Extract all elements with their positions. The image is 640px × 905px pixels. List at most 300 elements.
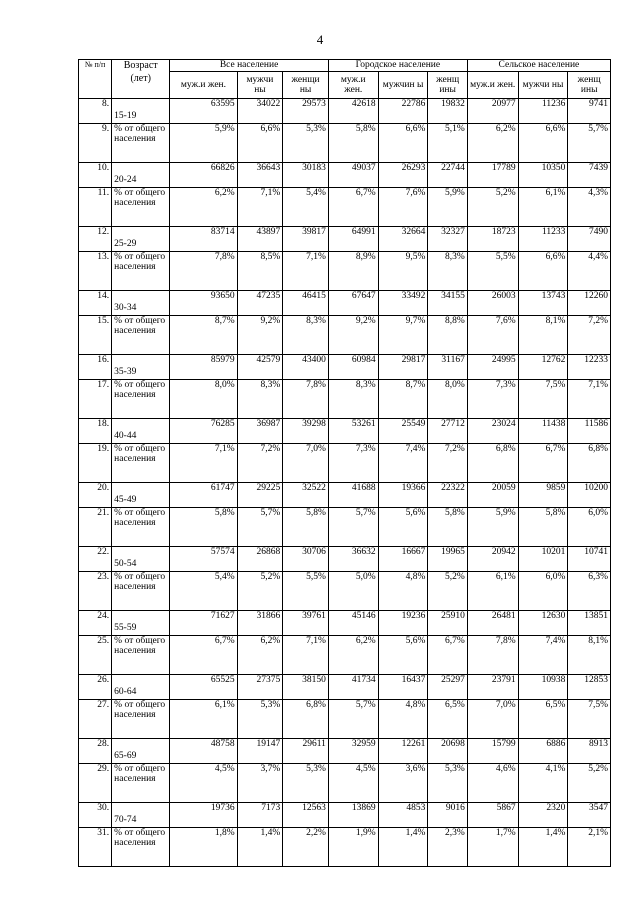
cell-value: 8,7%	[170, 316, 237, 355]
cell-value: 29573	[283, 99, 329, 124]
cell-value: 6,8%	[568, 444, 611, 483]
cell-value: 25549	[378, 419, 428, 444]
cell-value: 49037	[328, 163, 378, 188]
header-all-men: мужчи ны	[237, 72, 283, 99]
cell-value: 26481	[467, 611, 518, 636]
cell-value: 30706	[283, 547, 329, 572]
table-row-percent	[79, 380, 611, 419]
cell-value: 7,8%	[283, 380, 329, 419]
cell-value: 39817	[283, 227, 329, 252]
cell-value: 43897	[237, 227, 283, 252]
table-row-age	[79, 675, 611, 700]
cell-value: 12563	[283, 803, 329, 828]
cell-value: 6,0%	[568, 508, 611, 547]
cell-value: 6,2%	[328, 636, 378, 675]
cell-value: 4,8%	[378, 700, 428, 739]
cell-value: 5,7%	[237, 508, 283, 547]
cell-value: 11438	[518, 419, 568, 444]
cell-value: 7,0%	[283, 444, 329, 483]
cell-value: 5,8%	[518, 508, 568, 547]
cell-value: 11233	[518, 227, 568, 252]
cell-value: 13869	[328, 803, 378, 828]
cell-value: 8,3%	[283, 316, 329, 355]
table-row-age	[79, 739, 611, 764]
age-group-label: 15-19	[112, 99, 170, 124]
row-number: 16.	[79, 355, 112, 380]
cell-value: 93650	[170, 291, 237, 316]
cell-value: 6,7%	[328, 188, 378, 227]
cell-value: 11586	[568, 419, 611, 444]
cell-value: 8,3%	[237, 380, 283, 419]
row-number: 30.	[79, 803, 112, 828]
cell-value: 26003	[467, 291, 518, 316]
cell-value: 6,6%	[237, 124, 283, 163]
row-number: 24.	[79, 611, 112, 636]
cell-value: 7,0%	[467, 700, 518, 739]
cell-value: 6,5%	[428, 700, 467, 739]
cell-value: 25297	[428, 675, 467, 700]
cell-value: 22744	[428, 163, 467, 188]
cell-value: 57574	[170, 547, 237, 572]
cell-value: 41734	[328, 675, 378, 700]
cell-value: 29225	[237, 483, 283, 508]
cell-value: 8,9%	[328, 252, 378, 291]
row-number: 25.	[79, 636, 112, 675]
cell-value: 36632	[328, 547, 378, 572]
table-row-percent	[79, 508, 611, 547]
row-number: 27.	[79, 700, 112, 739]
cell-value: 5,8%	[283, 508, 329, 547]
cell-value: 42618	[328, 99, 378, 124]
cell-value: 8,0%	[428, 380, 467, 419]
cell-value: 8,7%	[378, 380, 428, 419]
cell-value: 66826	[170, 163, 237, 188]
cell-value: 2,1%	[568, 828, 611, 867]
header-group-rural: Сельское население	[467, 60, 610, 72]
table-body	[79, 99, 611, 867]
population-table	[78, 59, 611, 867]
cell-value: 7,1%	[568, 380, 611, 419]
row-number: 10.	[79, 163, 112, 188]
cell-value: 2,2%	[283, 828, 329, 867]
cell-value: 5,7%	[328, 508, 378, 547]
cell-value: 64991	[328, 227, 378, 252]
cell-value: 34155	[428, 291, 467, 316]
cell-value: 3,7%	[237, 764, 283, 803]
cell-value: 16667	[378, 547, 428, 572]
cell-value: 32327	[428, 227, 467, 252]
cell-value: 5,2%	[237, 572, 283, 611]
percent-label: % от общего населения	[112, 828, 170, 867]
header-urban-women: женщ ины	[428, 72, 467, 99]
row-number: 9.	[79, 124, 112, 163]
cell-value: 13743	[518, 291, 568, 316]
cell-value: 19965	[428, 547, 467, 572]
cell-value: 4,6%	[467, 764, 518, 803]
cell-value: 5,5%	[283, 572, 329, 611]
cell-value: 6,6%	[378, 124, 428, 163]
cell-value: 5,5%	[467, 252, 518, 291]
table-row-percent	[79, 252, 611, 291]
cell-value: 45146	[328, 611, 378, 636]
cell-value: 6,6%	[518, 124, 568, 163]
cell-value: 6,2%	[170, 188, 237, 227]
header-urban-men: мужчин ы	[378, 72, 428, 99]
cell-value: 7173	[237, 803, 283, 828]
page-number: 4	[316, 32, 324, 47]
cell-value: 19366	[378, 483, 428, 508]
cell-value: 6,5%	[518, 700, 568, 739]
cell-value: 12233	[568, 355, 611, 380]
cell-value: 16437	[378, 675, 428, 700]
cell-value: 8,8%	[428, 316, 467, 355]
cell-value: 42579	[237, 355, 283, 380]
cell-value: 1,4%	[237, 828, 283, 867]
cell-value: 36987	[237, 419, 283, 444]
cell-value: 7,6%	[378, 188, 428, 227]
cell-value: 13851	[568, 611, 611, 636]
cell-value: 22786	[378, 99, 428, 124]
cell-value: 3547	[568, 803, 611, 828]
percent-label: % от общего населения	[112, 124, 170, 163]
cell-value: 7,2%	[568, 316, 611, 355]
cell-value: 18723	[467, 227, 518, 252]
cell-value: 5867	[467, 803, 518, 828]
cell-value: 8,5%	[237, 252, 283, 291]
cell-value: 10200	[568, 483, 611, 508]
row-number: 29.	[79, 764, 112, 803]
row-number: 8.	[79, 99, 112, 124]
cell-value: 5,7%	[568, 124, 611, 163]
cell-value: 12853	[568, 675, 611, 700]
table-row-percent	[79, 444, 611, 483]
header-group-urban: Городское население	[328, 60, 467, 72]
cell-value: 10201	[518, 547, 568, 572]
cell-value: 22322	[428, 483, 467, 508]
cell-value: 5,2%	[467, 188, 518, 227]
percent-label: % от общего населения	[112, 252, 170, 291]
cell-value: 5,3%	[237, 700, 283, 739]
table-row-percent	[79, 124, 611, 163]
cell-value: 20698	[428, 739, 467, 764]
cell-value: 23791	[467, 675, 518, 700]
row-number: 21.	[79, 508, 112, 547]
percent-label: % от общего населения	[112, 380, 170, 419]
cell-value: 6886	[518, 739, 568, 764]
cell-value: 5,8%	[170, 508, 237, 547]
cell-value: 39298	[283, 419, 329, 444]
cell-value: 12762	[518, 355, 568, 380]
row-number: 18.	[79, 419, 112, 444]
cell-value: 6,0%	[518, 572, 568, 611]
cell-value: 7,1%	[237, 188, 283, 227]
cell-value: 9859	[518, 483, 568, 508]
cell-value: 7,1%	[283, 636, 329, 675]
table-row-age	[79, 483, 611, 508]
cell-value: 33492	[378, 291, 428, 316]
cell-value: 5,6%	[378, 636, 428, 675]
cell-value: 6,1%	[467, 572, 518, 611]
cell-value: 7,5%	[568, 700, 611, 739]
cell-value: 29611	[283, 739, 329, 764]
cell-value: 4,4%	[568, 252, 611, 291]
cell-value: 20977	[467, 99, 518, 124]
age-group-label: 40-44	[112, 419, 170, 444]
header-number: № п/п	[79, 60, 112, 99]
cell-value: 1,8%	[170, 828, 237, 867]
cell-value: 60984	[328, 355, 378, 380]
cell-value: 4,5%	[170, 764, 237, 803]
cell-value: 65525	[170, 675, 237, 700]
cell-value: 12261	[378, 739, 428, 764]
cell-value: 11236	[518, 99, 568, 124]
cell-value: 25910	[428, 611, 467, 636]
cell-value: 5,0%	[328, 572, 378, 611]
cell-value: 1,9%	[328, 828, 378, 867]
cell-value: 19832	[428, 99, 467, 124]
cell-value: 5,3%	[283, 124, 329, 163]
cell-value: 32664	[378, 227, 428, 252]
cell-value: 27712	[428, 419, 467, 444]
cell-value: 76285	[170, 419, 237, 444]
cell-value: 7,5%	[518, 380, 568, 419]
cell-value: 5,9%	[467, 508, 518, 547]
cell-value: 5,9%	[428, 188, 467, 227]
table-row-percent	[79, 636, 611, 675]
cell-value: 32959	[328, 739, 378, 764]
table-row-age	[79, 291, 611, 316]
cell-value: 10741	[568, 547, 611, 572]
table-row-percent	[79, 828, 611, 867]
percent-label: % от общего населения	[112, 188, 170, 227]
row-number: 15.	[79, 316, 112, 355]
cell-value: 6,8%	[283, 700, 329, 739]
cell-value: 6,3%	[568, 572, 611, 611]
percent-label: % от общего населения	[112, 316, 170, 355]
cell-value: 7,1%	[170, 444, 237, 483]
cell-value: 26868	[237, 547, 283, 572]
cell-value: 36643	[237, 163, 283, 188]
cell-value: 4,5%	[328, 764, 378, 803]
cell-value: 24995	[467, 355, 518, 380]
cell-value: 7,2%	[237, 444, 283, 483]
cell-value: 53261	[328, 419, 378, 444]
cell-value: 71627	[170, 611, 237, 636]
header-rural-men: мужчи ны	[518, 72, 568, 99]
row-number: 23.	[79, 572, 112, 611]
cell-value: 7,8%	[170, 252, 237, 291]
cell-value: 7,2%	[428, 444, 467, 483]
cell-value: 7,3%	[328, 444, 378, 483]
cell-value: 23024	[467, 419, 518, 444]
header-urban-both: муж.и жен.	[328, 72, 378, 99]
cell-value: 6,7%	[428, 636, 467, 675]
age-group-label: 35-39	[112, 355, 170, 380]
cell-value: 7439	[568, 163, 611, 188]
header-age: Возраст (лет)	[112, 60, 170, 99]
cell-value: 63595	[170, 99, 237, 124]
cell-value: 1,4%	[378, 828, 428, 867]
cell-value: 7,6%	[467, 316, 518, 355]
row-number: 14.	[79, 291, 112, 316]
cell-value: 8,0%	[170, 380, 237, 419]
cell-value: 9,7%	[378, 316, 428, 355]
cell-value: 34022	[237, 99, 283, 124]
cell-value: 5,4%	[283, 188, 329, 227]
row-number: 20.	[79, 483, 112, 508]
cell-value: 5,9%	[170, 124, 237, 163]
row-number: 26.	[79, 675, 112, 700]
cell-value: 15799	[467, 739, 518, 764]
row-number: 17.	[79, 380, 112, 419]
cell-value: 17789	[467, 163, 518, 188]
cell-value: 5,1%	[428, 124, 467, 163]
cell-value: 20942	[467, 547, 518, 572]
cell-value: 10938	[518, 675, 568, 700]
cell-value: 9,2%	[237, 316, 283, 355]
cell-value: 9016	[428, 803, 467, 828]
age-group-label: 70-74	[112, 803, 170, 828]
table-row-percent	[79, 572, 611, 611]
age-group-label: 45-49	[112, 483, 170, 508]
table-row-age	[79, 611, 611, 636]
age-group-label: 55-59	[112, 611, 170, 636]
percent-label: % от общего населения	[112, 508, 170, 547]
cell-value: 5,3%	[283, 764, 329, 803]
age-group-label: 20-24	[112, 163, 170, 188]
cell-value: 5,2%	[428, 572, 467, 611]
cell-value: 8,1%	[518, 316, 568, 355]
cell-value: 5,8%	[428, 508, 467, 547]
table-row-age	[79, 803, 611, 828]
cell-value: 19147	[237, 739, 283, 764]
cell-value: 6,6%	[518, 252, 568, 291]
cell-value: 7490	[568, 227, 611, 252]
cell-value: 4,8%	[378, 572, 428, 611]
cell-value: 61747	[170, 483, 237, 508]
row-number: 13.	[79, 252, 112, 291]
cell-value: 38150	[283, 675, 329, 700]
cell-value: 5,8%	[328, 124, 378, 163]
cell-value: 9,2%	[328, 316, 378, 355]
header-rural-women: женщ ины	[568, 72, 611, 99]
cell-value: 12260	[568, 291, 611, 316]
age-group-label: 30-34	[112, 291, 170, 316]
cell-value: 7,4%	[518, 636, 568, 675]
cell-value: 7,1%	[283, 252, 329, 291]
cell-value: 6,2%	[237, 636, 283, 675]
percent-label: % от общего населения	[112, 700, 170, 739]
percent-label: % от общего населения	[112, 444, 170, 483]
cell-value: 85979	[170, 355, 237, 380]
cell-value: 19736	[170, 803, 237, 828]
cell-value: 9,5%	[378, 252, 428, 291]
row-number: 28.	[79, 739, 112, 764]
percent-label: % от общего населения	[112, 572, 170, 611]
table-row-age	[79, 163, 611, 188]
row-number: 31.	[79, 828, 112, 867]
cell-value: 39761	[283, 611, 329, 636]
cell-value: 2320	[518, 803, 568, 828]
cell-value: 6,7%	[170, 636, 237, 675]
table-row-age	[79, 547, 611, 572]
row-number: 12.	[79, 227, 112, 252]
age-group-label: 60-64	[112, 675, 170, 700]
cell-value: 41688	[328, 483, 378, 508]
cell-value: 6,8%	[467, 444, 518, 483]
header-rural-both: муж.и жен.	[467, 72, 518, 99]
cell-value: 5,3%	[428, 764, 467, 803]
age-group-label: 25-29	[112, 227, 170, 252]
table-row-percent	[79, 316, 611, 355]
cell-value: 7,3%	[467, 380, 518, 419]
cell-value: 48758	[170, 739, 237, 764]
age-group-label: 50-54	[112, 547, 170, 572]
cell-value: 6,1%	[518, 188, 568, 227]
cell-value: 5,6%	[378, 508, 428, 547]
cell-value: 8,3%	[428, 252, 467, 291]
cell-value: 4,3%	[568, 188, 611, 227]
cell-value: 2,3%	[428, 828, 467, 867]
percent-label: % от общего населения	[112, 764, 170, 803]
cell-value: 5,4%	[170, 572, 237, 611]
cell-value: 1,7%	[467, 828, 518, 867]
cell-value: 7,8%	[467, 636, 518, 675]
table-row-age	[79, 419, 611, 444]
cell-value: 6,7%	[518, 444, 568, 483]
cell-value: 31167	[428, 355, 467, 380]
cell-value: 47235	[237, 291, 283, 316]
cell-value: 43400	[283, 355, 329, 380]
cell-value: 31866	[237, 611, 283, 636]
cell-value: 32522	[283, 483, 329, 508]
table-row-percent	[79, 764, 611, 803]
age-group-label: 65-69	[112, 739, 170, 764]
cell-value: 19236	[378, 611, 428, 636]
cell-value: 4853	[378, 803, 428, 828]
cell-value: 8,3%	[328, 380, 378, 419]
cell-value: 67647	[328, 291, 378, 316]
cell-value: 4,1%	[518, 764, 568, 803]
cell-value: 83714	[170, 227, 237, 252]
cell-value: 30183	[283, 163, 329, 188]
table-row-age	[79, 355, 611, 380]
row-number: 22.	[79, 547, 112, 572]
cell-value: 20059	[467, 483, 518, 508]
header-group-all: Все население	[170, 60, 329, 72]
cell-value: 29817	[378, 355, 428, 380]
cell-value: 1,4%	[518, 828, 568, 867]
percent-label: % от общего населения	[112, 636, 170, 675]
cell-value: 3,6%	[378, 764, 428, 803]
cell-value: 27375	[237, 675, 283, 700]
cell-value: 46415	[283, 291, 329, 316]
cell-value: 5,7%	[328, 700, 378, 739]
row-number: 11.	[79, 188, 112, 227]
cell-value: 8,1%	[568, 636, 611, 675]
cell-value: 8913	[568, 739, 611, 764]
table-row-age	[79, 99, 611, 124]
cell-value: 9741	[568, 99, 611, 124]
header-all-both: муж.и жен.	[170, 72, 237, 99]
cell-value: 10350	[518, 163, 568, 188]
table-row-percent	[79, 700, 611, 739]
header-all-women: женщи ны	[283, 72, 329, 99]
cell-value: 5,2%	[568, 764, 611, 803]
table-row-percent	[79, 188, 611, 227]
cell-value: 6,2%	[467, 124, 518, 163]
cell-value: 7,4%	[378, 444, 428, 483]
